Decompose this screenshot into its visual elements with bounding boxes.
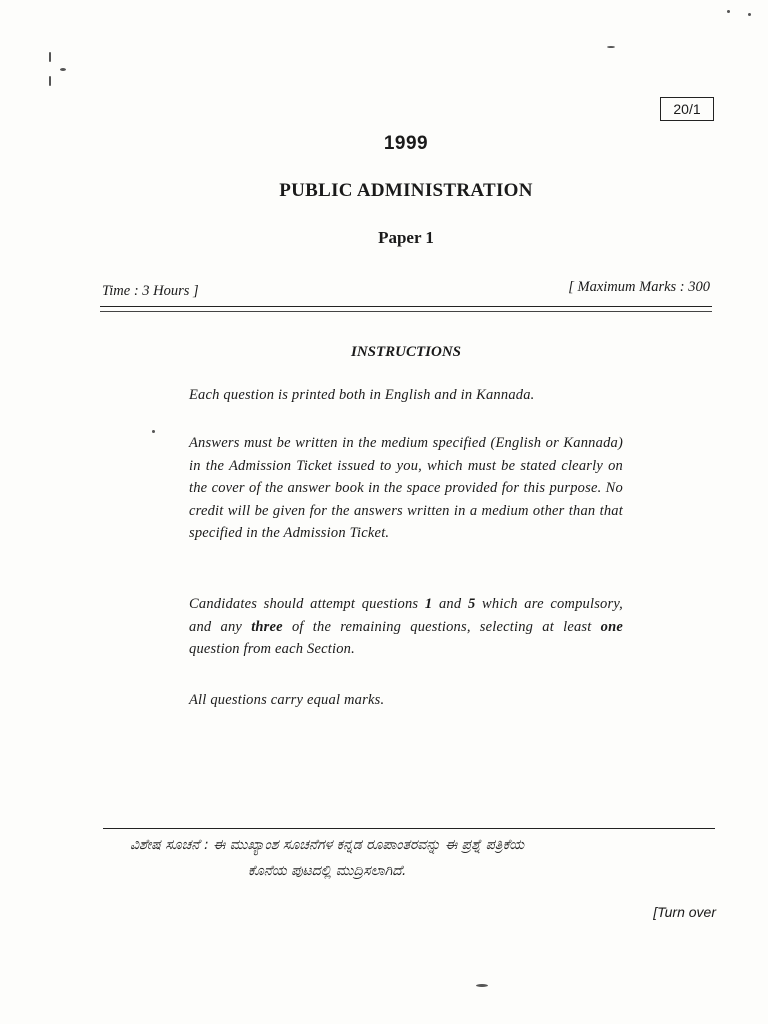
instruction-marks: All questions carry equal marks.: [189, 692, 385, 708]
instruction-text: Candidates should attempt questions: [189, 596, 425, 612]
time-allowed: Time : 3 Hours ]: [102, 283, 199, 299]
divider-top-thin: [100, 311, 712, 312]
instruction-text: which are compulsory, and any: [189, 596, 624, 635]
scan-speck: [727, 10, 730, 13]
subject-title: PUBLIC ADMINISTRATION: [279, 180, 533, 201]
scan-speck: [748, 13, 751, 16]
emphasis-one: one: [600, 618, 623, 635]
compulsory-question-1: 1: [424, 596, 433, 612]
instruction-medium: Answers must be written in the medium specified (English or Kannada) in the Admission Ticket issued to you, which must be stated clearly on the cover of the answer book in the space provided for this purpose. No credit will be given for the answers written in a medium other than that specified in the Admission Ticket.: [189, 435, 623, 541]
kannada-note: [130, 832, 730, 884]
instruction-questions: [189, 593, 623, 661]
scan-speck: [152, 430, 155, 433]
compulsory-question-5: 5: [467, 596, 476, 612]
instruction-text: of the remaining questions, selecting at least: [282, 618, 601, 635]
divider-top-thick: [100, 306, 712, 307]
emphasis-three: three: [251, 618, 283, 635]
paper-number: Paper 1: [378, 228, 434, 247]
exam-year: 1999: [383, 133, 429, 154]
instruction-text: and: [432, 596, 468, 612]
kannada-note-line-2: ಕೊನೆಯ ಪುಟದಲ್ಲಿ ಮುದ್ರಿಸಲಾಗಿದೆ.: [248, 863, 407, 879]
scan-speck: [49, 76, 51, 86]
scan-speck: [607, 46, 615, 48]
instruction-language: Each question is printed both in English and in Kannada.: [189, 387, 535, 403]
paper-code-box: 20/1: [660, 97, 714, 121]
scan-speck: [476, 984, 488, 987]
instructions-heading: INSTRUCTIONS: [350, 344, 462, 360]
instruction-text: question from each Section.: [189, 641, 355, 657]
kannada-note-line-1: ವಿಶೇಷ ಸೂಚನೆ : ಈ ಮುಖ್ಯಾಂಶ ಸೂಚನೆಗಳ ಕನ್ನಡ ರೂಪಾಂತರವನ್ನು ಈ ಪ್ರಶ್ನೆ ಪತ್ರಿಕೆಯ: [130, 837, 525, 853]
turn-over-label: [Turn over: [653, 904, 716, 920]
scan-speck: [49, 52, 51, 62]
divider-bottom: [103, 828, 715, 829]
scan-speck: [60, 68, 66, 71]
maximum-marks: [ Maximum Marks : 300: [568, 279, 710, 295]
